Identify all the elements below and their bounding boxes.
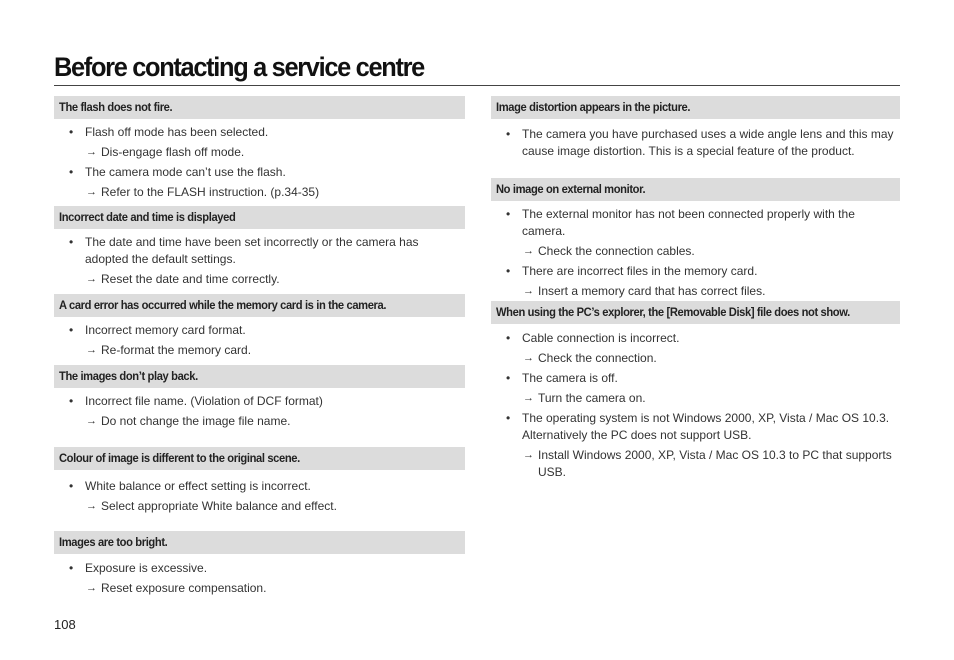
- list-item: • Incorrect memory card format.: [69, 323, 246, 337]
- arrow-right-icon: →: [86, 500, 97, 512]
- page-title: Before contacting a service centre: [54, 52, 424, 82]
- section-heading: The flash does not fire.: [54, 96, 465, 119]
- section-heading: Image distortion appears in the picture.: [491, 96, 900, 119]
- section-heading: Colour of image is different to the original scene.: [54, 447, 465, 470]
- section-bright: [54, 531, 465, 597]
- list-item: • Cable connection is incorrect.: [506, 331, 680, 345]
- solution-item: → Select appropriate White balance and effect.: [86, 499, 337, 513]
- bullet-icon: •: [506, 371, 511, 385]
- section-date-time: [54, 206, 465, 288]
- section-playback: [54, 365, 465, 430]
- page-number: 108: [54, 617, 76, 632]
- solution-item: → Reset exposure compensation.: [86, 581, 267, 595]
- section-card-error: [54, 294, 465, 359]
- list-item: • Flash off mode has been selected.: [69, 125, 269, 139]
- bullet-icon: •: [69, 235, 74, 249]
- arrow-right-icon: →: [86, 582, 97, 594]
- title-divider: [54, 85, 900, 86]
- section-heading: No image on external monitor.: [491, 178, 900, 201]
- bullet-icon: •: [506, 411, 511, 425]
- arrow-right-icon: →: [523, 245, 534, 257]
- bullet-icon: •: [506, 207, 511, 221]
- bullet-icon: •: [69, 561, 74, 575]
- list-item: • Exposure is excessive.: [69, 561, 208, 575]
- section-distortion: [491, 96, 900, 160]
- solution-item: → Re-format the memory card.: [86, 343, 252, 357]
- list-item: • The external monitor has not been connected properly with the camera.: [506, 207, 855, 238]
- arrow-right-icon: →: [523, 285, 534, 297]
- solution-item: → Install Windows 2000, XP, Vista / Mac OS 10.3 to PC that supports USB.: [523, 448, 892, 479]
- bullet-icon: •: [69, 125, 74, 139]
- bullet-icon: •: [506, 331, 511, 345]
- section-heading: The images don’t play back.: [54, 365, 465, 388]
- solution-item: → Insert a memory card that has correct files.: [523, 284, 766, 298]
- arrow-right-icon: →: [523, 352, 534, 364]
- list-item: • There are incorrect files in the memory card.: [506, 264, 758, 278]
- solution-item: → Turn the camera on.: [523, 391, 646, 405]
- section-heading: When using the PC’s explorer, the [Removable Disk] file does not show.: [491, 301, 900, 324]
- solution-item: → Dis-engage flash off mode.: [86, 145, 245, 159]
- solution-item: → Do not change the image file name.: [86, 414, 291, 428]
- section-heading: A card error has occurred while the memory card is in the camera.: [54, 294, 465, 317]
- arrow-right-icon: →: [86, 344, 97, 356]
- list-item: • Incorrect file name. (Violation of DCF format): [69, 394, 323, 408]
- bullet-icon: •: [69, 165, 74, 179]
- solution-item: → Reset the date and time correctly.: [86, 272, 280, 286]
- section-colour: [54, 447, 465, 515]
- section-external-monitor: [491, 178, 900, 300]
- list-item: • The camera you have purchased uses a wide angle lens and this may cause image distortion. This is a special feature of the product.: [506, 127, 894, 158]
- arrow-right-icon: →: [523, 392, 534, 404]
- arrow-right-icon: →: [86, 415, 97, 427]
- solution-item: → Check the connection cables.: [523, 244, 695, 258]
- section-heading: Incorrect date and time is displayed: [54, 206, 465, 229]
- arrow-right-icon: →: [523, 449, 534, 461]
- bullet-icon: •: [506, 264, 511, 278]
- bullet-icon: •: [69, 323, 74, 337]
- solution-item: → Refer to the FLASH instruction. (p.34-35): [86, 185, 320, 199]
- bullet-icon: •: [69, 394, 74, 408]
- arrow-right-icon: →: [86, 273, 97, 285]
- arrow-right-icon: →: [86, 186, 97, 198]
- section-heading: Images are too bright.: [54, 531, 465, 554]
- arrow-right-icon: →: [86, 146, 97, 158]
- list-item: • The camera is off.: [506, 371, 618, 385]
- bullet-icon: •: [69, 479, 74, 493]
- section-removable-disk: [491, 301, 900, 481]
- bullet-icon: •: [506, 127, 511, 141]
- list-item: • The operating system is not Windows 2000, XP, Vista / Mac OS 10.3. Alternatively the PC does not support USB.: [506, 411, 890, 442]
- section-flash: [54, 96, 465, 201]
- solution-item: → Check the connection.: [523, 351, 657, 365]
- list-item: • The camera mode can’t use the flash.: [69, 165, 286, 179]
- list-item: • White balance or effect setting is incorrect.: [69, 479, 311, 493]
- list-item: • The date and time have been set incorrectly or the camera has adopted the default settings.: [69, 235, 419, 266]
